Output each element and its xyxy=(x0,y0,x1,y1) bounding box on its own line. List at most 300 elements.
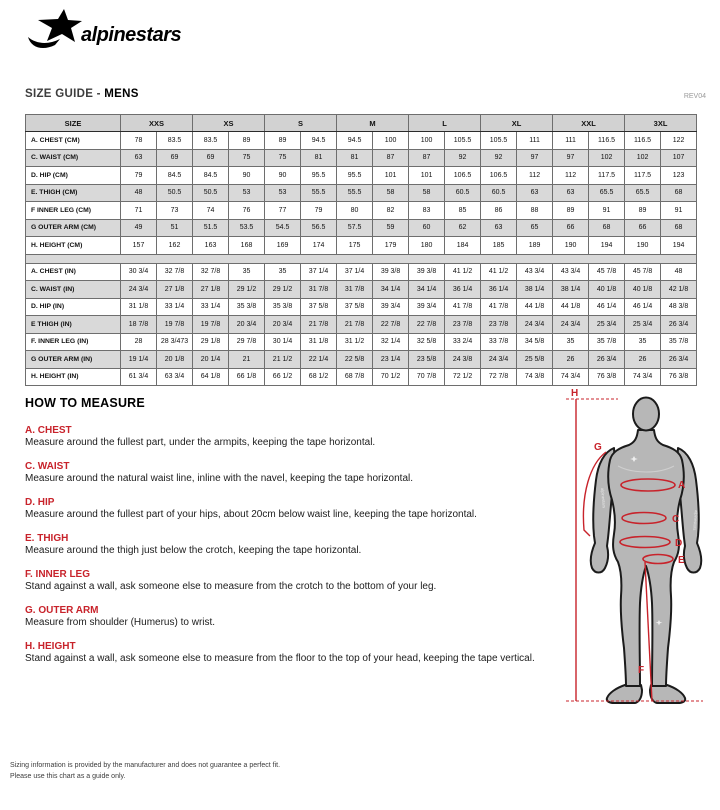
size-value-cell: 27 1/8 xyxy=(193,281,229,299)
size-column-header: M xyxy=(337,115,409,132)
size-value-cell: 74 3/4 xyxy=(553,368,589,386)
size-value-cell: 25 5/8 xyxy=(517,351,553,369)
size-value-cell: 34 1/4 xyxy=(409,281,445,299)
size-value-cell: 35 xyxy=(265,263,301,281)
size-value-cell: 86 xyxy=(481,202,517,220)
revision-label: REV04 xyxy=(683,93,706,100)
size-value-cell: 40 1/8 xyxy=(625,281,661,299)
size-value-cell: 73 xyxy=(157,202,193,220)
table-row xyxy=(26,167,697,185)
footer-disclaimer xyxy=(10,760,280,782)
size-value-cell: 25 3/4 xyxy=(589,316,625,334)
size-value-cell: 91 xyxy=(661,202,697,220)
size-value-cell: 26 xyxy=(553,351,589,369)
size-value-cell: 45 7/8 xyxy=(625,263,661,281)
row-label: A. CHEST (IN) xyxy=(26,263,121,281)
row-label: E THIGH (IN) xyxy=(26,316,121,334)
size-value-cell: 89 xyxy=(229,132,265,150)
row-label: F. INNER LEG (IN) xyxy=(26,333,121,351)
size-value-cell: 58 xyxy=(409,184,445,202)
measure-section-inner-leg xyxy=(25,569,565,593)
size-value-cell: 20 1/4 xyxy=(193,351,229,369)
size-value-cell: 189 xyxy=(517,237,553,255)
size-value-cell: 168 xyxy=(229,237,265,255)
size-value-cell: 21 1/2 xyxy=(265,351,301,369)
size-value-cell: 30 3/4 xyxy=(121,263,157,281)
size-value-cell: 60 xyxy=(409,219,445,237)
size-value-cell: 77 xyxy=(265,202,301,220)
size-value-cell: 24 3/8 xyxy=(445,351,481,369)
row-label: H. HEIGHT (IN) xyxy=(26,368,121,386)
size-value-cell: 123 xyxy=(661,167,697,185)
size-value-cell: 60.5 xyxy=(481,184,517,202)
measure-label: D. HIP xyxy=(25,497,55,508)
size-value-cell: 102 xyxy=(625,149,661,167)
table-row xyxy=(26,351,697,369)
size-value-cell: 78 xyxy=(121,132,157,150)
size-value-cell: 65 xyxy=(517,219,553,237)
size-value-cell: 37 1/4 xyxy=(301,263,337,281)
row-label: F INNER LEG (CM) xyxy=(26,202,121,220)
size-value-cell: 111 xyxy=(553,132,589,150)
size-value-cell: 48 3/8 xyxy=(661,298,697,316)
size-value-cell: 70 1/2 xyxy=(373,368,409,386)
figure-right-foot xyxy=(650,685,685,703)
size-value-cell: 101 xyxy=(373,167,409,185)
size-value-cell: 39 3/4 xyxy=(409,298,445,316)
size-value-cell: 63 xyxy=(517,184,553,202)
size-value-cell: 33 1/4 xyxy=(157,298,193,316)
size-value-cell: 33 7/8 xyxy=(481,333,517,351)
size-value-cell: 56.5 xyxy=(301,219,337,237)
size-table-wrap xyxy=(25,114,697,386)
size-value-cell: 190 xyxy=(553,237,589,255)
size-value-cell: 85 xyxy=(445,202,481,220)
size-value-cell: 29 1/2 xyxy=(229,281,265,299)
size-value-cell: 37 5/8 xyxy=(337,298,373,316)
measure-text: Stand against a wall, ask someone else to measure from the floor to the top of your head, keeping the tape vertical. xyxy=(25,653,535,664)
size-column-header: L xyxy=(409,115,481,132)
size-value-cell: 68 xyxy=(661,184,697,202)
size-value-cell: 194 xyxy=(661,237,697,255)
size-value-cell: 112 xyxy=(553,167,589,185)
size-value-cell: 69 xyxy=(157,149,193,167)
size-value-cell: 45 7/8 xyxy=(589,263,625,281)
size-value-cell: 50.5 xyxy=(157,184,193,202)
size-value-cell: 34 5/8 xyxy=(517,333,553,351)
size-value-cell: 112 xyxy=(517,167,553,185)
table-row xyxy=(26,281,697,299)
size-column-header: S xyxy=(265,115,337,132)
row-label: D. HIP (IN) xyxy=(26,298,121,316)
size-value-cell: 39 3/4 xyxy=(373,298,409,316)
size-value-cell: 34 1/4 xyxy=(373,281,409,299)
size-value-cell: 174 xyxy=(301,237,337,255)
size-value-cell: 51 xyxy=(157,219,193,237)
page-title-mens: MENS xyxy=(104,88,139,100)
size-value-cell: 53 xyxy=(265,184,301,202)
size-value-cell: 35 7/8 xyxy=(661,333,697,351)
size-value-cell: 70 7/8 xyxy=(409,368,445,386)
measure-section-height xyxy=(25,641,565,665)
measure-text: Measure around the thigh just below the crotch, keeping the tape horizontal. xyxy=(25,545,362,556)
size-value-cell: 51.5 xyxy=(193,219,229,237)
size-value-cell: 83.5 xyxy=(157,132,193,150)
size-value-cell: 42 1/8 xyxy=(661,281,697,299)
size-value-cell: 22 7/8 xyxy=(373,316,409,334)
size-value-cell: 92 xyxy=(481,149,517,167)
size-value-cell: 89 xyxy=(625,202,661,220)
size-value-cell: 95.5 xyxy=(301,167,337,185)
size-value-cell: 90 xyxy=(229,167,265,185)
size-value-cell: 26 3/4 xyxy=(589,351,625,369)
row-label: G OUTER ARM (CM) xyxy=(26,219,121,237)
size-value-cell: 66 1/2 xyxy=(265,368,301,386)
page-title-prefix: SIZE GUIDE - xyxy=(25,88,105,100)
size-value-cell: 184 xyxy=(445,237,481,255)
size-value-cell: 44 1/8 xyxy=(553,298,589,316)
size-table xyxy=(25,114,697,386)
size-value-cell: 35 3/8 xyxy=(265,298,301,316)
page-title xyxy=(25,88,139,100)
size-value-cell: 29 1/8 xyxy=(193,333,229,351)
size-value-cell: 37 5/8 xyxy=(301,298,337,316)
measure-label: A. CHEST xyxy=(25,425,72,436)
size-value-cell: 24 3/4 xyxy=(553,316,589,334)
row-label: C. WAIST (IN) xyxy=(26,281,121,299)
size-value-cell: 169 xyxy=(265,237,301,255)
size-value-cell: 41 7/8 xyxy=(481,298,517,316)
size-column-header: XXS xyxy=(121,115,193,132)
measure-section-waist xyxy=(25,461,565,485)
size-value-cell: 105.5 xyxy=(445,132,481,150)
size-value-cell: 19 1/4 xyxy=(121,351,157,369)
size-value-cell: 53.5 xyxy=(229,219,265,237)
measure-text: Stand against a wall, ask someone else to measure from the crotch to the bottom of your leg. xyxy=(25,581,437,592)
measure-section-outer-arm xyxy=(25,605,565,629)
size-value-cell: 175 xyxy=(337,237,373,255)
table-row xyxy=(26,316,697,334)
size-value-cell: 87 xyxy=(409,149,445,167)
size-value-cell: 122 xyxy=(661,132,697,150)
size-corner-header: SIZE xyxy=(26,115,121,132)
figure-left-foot xyxy=(607,685,642,703)
figure-label-h: H xyxy=(571,388,579,399)
size-value-cell: 24 3/4 xyxy=(121,281,157,299)
how-to-measure-section xyxy=(25,396,565,677)
size-value-cell: 71 xyxy=(121,202,157,220)
size-value-cell: 41 7/8 xyxy=(445,298,481,316)
size-value-cell: 32 5/8 xyxy=(409,333,445,351)
size-value-cell: 29 7/8 xyxy=(229,333,265,351)
size-value-cell: 35 3/8 xyxy=(229,298,265,316)
size-value-cell: 46 1/4 xyxy=(589,298,625,316)
size-value-cell: 22 5/8 xyxy=(337,351,373,369)
table-row xyxy=(26,263,697,281)
size-value-cell: 26 xyxy=(625,351,661,369)
size-value-cell: 62 xyxy=(445,219,481,237)
figure-head xyxy=(633,398,659,431)
size-value-cell: 74 3/4 xyxy=(625,368,661,386)
size-value-cell: 97 xyxy=(553,149,589,167)
size-value-cell: 32 7/8 xyxy=(157,263,193,281)
size-value-cell: 20 1/8 xyxy=(157,351,193,369)
size-value-cell: 43 3/4 xyxy=(553,263,589,281)
logo-wordmark: alpinestars xyxy=(81,24,182,46)
table-row xyxy=(26,237,697,255)
size-value-cell: 95.5 xyxy=(337,167,373,185)
measure-label: G. OUTER ARM xyxy=(25,605,99,616)
size-value-cell: 116.5 xyxy=(625,132,661,150)
size-value-cell: 111 xyxy=(517,132,553,150)
size-value-cell: 83.5 xyxy=(193,132,229,150)
size-value-cell: 26 3/4 xyxy=(661,351,697,369)
size-value-cell: 102 xyxy=(589,149,625,167)
size-value-cell: 64 1/8 xyxy=(193,368,229,386)
size-value-cell: 50.5 xyxy=(193,184,229,202)
size-value-cell: 40 1/8 xyxy=(589,281,625,299)
size-value-cell: 20 3/4 xyxy=(229,316,265,334)
measure-text: Measure around the fullest part, under the armpits, keeping the tape horizontal. xyxy=(25,437,376,448)
size-value-cell: 81 xyxy=(301,149,337,167)
size-value-cell: 54.5 xyxy=(265,219,301,237)
size-value-cell: 31 7/8 xyxy=(337,281,373,299)
row-label: C. WAIST (CM) xyxy=(26,149,121,167)
table-row xyxy=(26,333,697,351)
size-value-cell: 46 1/4 xyxy=(625,298,661,316)
size-value-cell: 23 5/8 xyxy=(409,351,445,369)
measure-label: C. WAIST xyxy=(25,461,70,472)
size-value-cell: 38 1/4 xyxy=(553,281,589,299)
size-value-cell: 39 3/8 xyxy=(409,263,445,281)
size-value-cell: 68 7/8 xyxy=(337,368,373,386)
size-value-cell: 63 xyxy=(481,219,517,237)
size-value-cell: 26 3/4 xyxy=(661,316,697,334)
size-value-cell: 22 1/4 xyxy=(301,351,337,369)
size-value-cell: 21 xyxy=(229,351,265,369)
size-value-cell: 41 1/2 xyxy=(445,263,481,281)
size-value-cell: 43 3/4 xyxy=(517,263,553,281)
size-value-cell: 65.5 xyxy=(589,184,625,202)
size-value-cell: 90 xyxy=(265,167,301,185)
size-value-cell: 21 7/8 xyxy=(337,316,373,334)
figure-label-d: D xyxy=(675,538,683,549)
size-value-cell: 28 xyxy=(121,333,157,351)
size-value-cell: 106.5 xyxy=(481,167,517,185)
size-value-cell: 76 3/8 xyxy=(661,368,697,386)
figure-label-g: G xyxy=(594,442,602,453)
footer-disclaimer-line2: Please use this chart as a guide only. xyxy=(10,773,126,781)
size-value-cell: 179 xyxy=(373,237,409,255)
measure-section-thigh xyxy=(25,533,565,557)
size-value-cell: 116.5 xyxy=(589,132,625,150)
size-value-cell: 58 xyxy=(373,184,409,202)
body-measurement-figure xyxy=(558,388,718,773)
size-value-cell: 72 7/8 xyxy=(481,368,517,386)
size-value-cell: 94.5 xyxy=(301,132,337,150)
size-value-cell: 24 3/4 xyxy=(481,351,517,369)
size-value-cell: 106.5 xyxy=(445,167,481,185)
size-value-cell: 76 xyxy=(229,202,265,220)
size-value-cell: 48 xyxy=(661,263,697,281)
size-value-cell: 65.5 xyxy=(625,184,661,202)
size-value-cell: 68 1/2 xyxy=(301,368,337,386)
left-arm-logo-text: alpinestars xyxy=(600,487,607,509)
size-value-cell: 69 xyxy=(193,149,229,167)
size-value-cell: 35 xyxy=(553,333,589,351)
size-value-cell: 29 1/2 xyxy=(265,281,301,299)
size-value-cell: 185 xyxy=(481,237,517,255)
table-row xyxy=(26,202,697,220)
size-value-cell: 55.5 xyxy=(337,184,373,202)
size-value-cell: 84.5 xyxy=(157,167,193,185)
table-row xyxy=(26,219,697,237)
size-value-cell: 19 7/8 xyxy=(157,316,193,334)
size-value-cell: 36 1/4 xyxy=(445,281,481,299)
size-value-cell: 20 3/4 xyxy=(265,316,301,334)
size-value-cell: 68 xyxy=(661,219,697,237)
measure-section-chest xyxy=(25,425,565,449)
size-value-cell: 21 7/8 xyxy=(301,316,337,334)
size-value-cell: 41 1/2 xyxy=(481,263,517,281)
size-value-cell: 33 1/4 xyxy=(193,298,229,316)
size-value-cell: 27 1/8 xyxy=(157,281,193,299)
size-value-cell: 32 1/4 xyxy=(373,333,409,351)
size-value-cell: 18 7/8 xyxy=(121,316,157,334)
size-value-cell: 19 7/8 xyxy=(193,316,229,334)
size-value-cell: 61 3/4 xyxy=(121,368,157,386)
size-value-cell: 44 1/8 xyxy=(517,298,553,316)
size-value-cell: 100 xyxy=(373,132,409,150)
size-value-cell: 162 xyxy=(157,237,193,255)
size-column-header: XS xyxy=(193,115,265,132)
size-value-cell: 53 xyxy=(229,184,265,202)
size-value-cell: 37 1/4 xyxy=(337,263,373,281)
size-value-cell: 48 xyxy=(121,184,157,202)
size-value-cell: 63 3/4 xyxy=(157,368,193,386)
size-value-cell: 22 7/8 xyxy=(409,316,445,334)
size-value-cell: 88 xyxy=(517,202,553,220)
size-value-cell: 28 3/473 xyxy=(157,333,193,351)
row-label: D. HIP (CM) xyxy=(26,167,121,185)
right-arm-logo-text: alpinestars xyxy=(692,509,699,531)
size-value-cell: 94.5 xyxy=(337,132,373,150)
table-header-row xyxy=(26,115,697,132)
size-value-cell: 194 xyxy=(589,237,625,255)
table-row xyxy=(26,132,697,150)
size-value-cell: 57.5 xyxy=(337,219,373,237)
size-value-cell: 63 xyxy=(121,149,157,167)
size-value-cell: 75 xyxy=(229,149,265,167)
size-value-cell: 72 1/2 xyxy=(445,368,481,386)
size-value-cell: 92 xyxy=(445,149,481,167)
row-label: E. THIGH (CM) xyxy=(26,184,121,202)
size-value-cell: 107 xyxy=(661,149,697,167)
size-value-cell: 190 xyxy=(625,237,661,255)
size-value-cell: 35 xyxy=(625,333,661,351)
size-value-cell: 91 xyxy=(589,202,625,220)
size-value-cell: 31 1/8 xyxy=(121,298,157,316)
table-row xyxy=(26,368,697,386)
figure-label-f: F xyxy=(638,665,645,676)
size-value-cell: 89 xyxy=(553,202,589,220)
size-value-cell: 38 1/4 xyxy=(517,281,553,299)
measure-text: Measure around the natural waist line, inline with the navel, keeping the tape horizontal. xyxy=(25,473,414,484)
size-value-cell: 60.5 xyxy=(445,184,481,202)
row-label: A. CHEST (CM) xyxy=(26,132,121,150)
size-value-cell: 31 7/8 xyxy=(301,281,337,299)
size-value-cell: 49 xyxy=(121,219,157,237)
brand-logo xyxy=(26,8,186,57)
size-value-cell: 24 3/4 xyxy=(517,316,553,334)
measure-label: H. HEIGHT xyxy=(25,641,76,652)
table-row xyxy=(26,298,697,316)
size-value-cell: 32 7/8 xyxy=(193,263,229,281)
table-row xyxy=(26,184,697,202)
figure-label-e: E xyxy=(678,555,685,566)
size-value-cell: 59 xyxy=(373,219,409,237)
row-label: G OUTER ARM (IN) xyxy=(26,351,121,369)
size-value-cell: 97 xyxy=(517,149,553,167)
size-value-cell: 117.5 xyxy=(589,167,625,185)
size-value-cell: 74 3/8 xyxy=(517,368,553,386)
measure-label: E. THIGH xyxy=(25,533,69,544)
size-value-cell: 66 1/8 xyxy=(229,368,265,386)
size-value-cell: 82 xyxy=(373,202,409,220)
size-value-cell: 30 1/4 xyxy=(265,333,301,351)
alpinestars-star-icon xyxy=(28,9,82,48)
size-value-cell: 79 xyxy=(301,202,337,220)
size-value-cell: 163 xyxy=(193,237,229,255)
size-column-header: XL xyxy=(481,115,553,132)
size-value-cell: 84.5 xyxy=(193,167,229,185)
size-column-header: 3XL xyxy=(625,115,697,132)
size-value-cell: 35 7/8 xyxy=(589,333,625,351)
size-value-cell: 79 xyxy=(121,167,157,185)
measure-label: F. INNER LEG xyxy=(25,569,91,580)
size-value-cell: 75 xyxy=(265,149,301,167)
measure-text: Measure from shoulder (Humerus) to wrist. xyxy=(25,617,216,628)
figure-label-a: A xyxy=(678,480,686,491)
size-value-cell: 87 xyxy=(373,149,409,167)
how-to-measure-heading: HOW TO MEASURE xyxy=(25,396,145,410)
size-value-cell: 157 xyxy=(121,237,157,255)
size-value-cell: 66 xyxy=(553,219,589,237)
size-value-cell: 100 xyxy=(409,132,445,150)
figure-label-c: C xyxy=(672,514,680,525)
size-value-cell: 83 xyxy=(409,202,445,220)
size-value-cell: 80 xyxy=(337,202,373,220)
size-value-cell: 74 xyxy=(193,202,229,220)
size-value-cell: 39 3/8 xyxy=(373,263,409,281)
size-value-cell: 81 xyxy=(337,149,373,167)
size-value-cell: 68 xyxy=(589,219,625,237)
size-value-cell: 89 xyxy=(265,132,301,150)
size-value-cell: 76 3/8 xyxy=(589,368,625,386)
size-value-cell: 31 1/8 xyxy=(301,333,337,351)
size-value-cell: 117.5 xyxy=(625,167,661,185)
row-label: H. HEIGHT (CM) xyxy=(26,237,121,255)
measure-section-hip xyxy=(25,497,565,521)
section-separator-row xyxy=(26,254,697,263)
size-value-cell: 180 xyxy=(409,237,445,255)
size-value-cell: 55.5 xyxy=(301,184,337,202)
size-value-cell: 25 3/4 xyxy=(625,316,661,334)
size-value-cell: 33 2/4 xyxy=(445,333,481,351)
size-value-cell: 36 1/4 xyxy=(481,281,517,299)
size-value-cell: 63 xyxy=(553,184,589,202)
size-value-cell: 66 xyxy=(625,219,661,237)
